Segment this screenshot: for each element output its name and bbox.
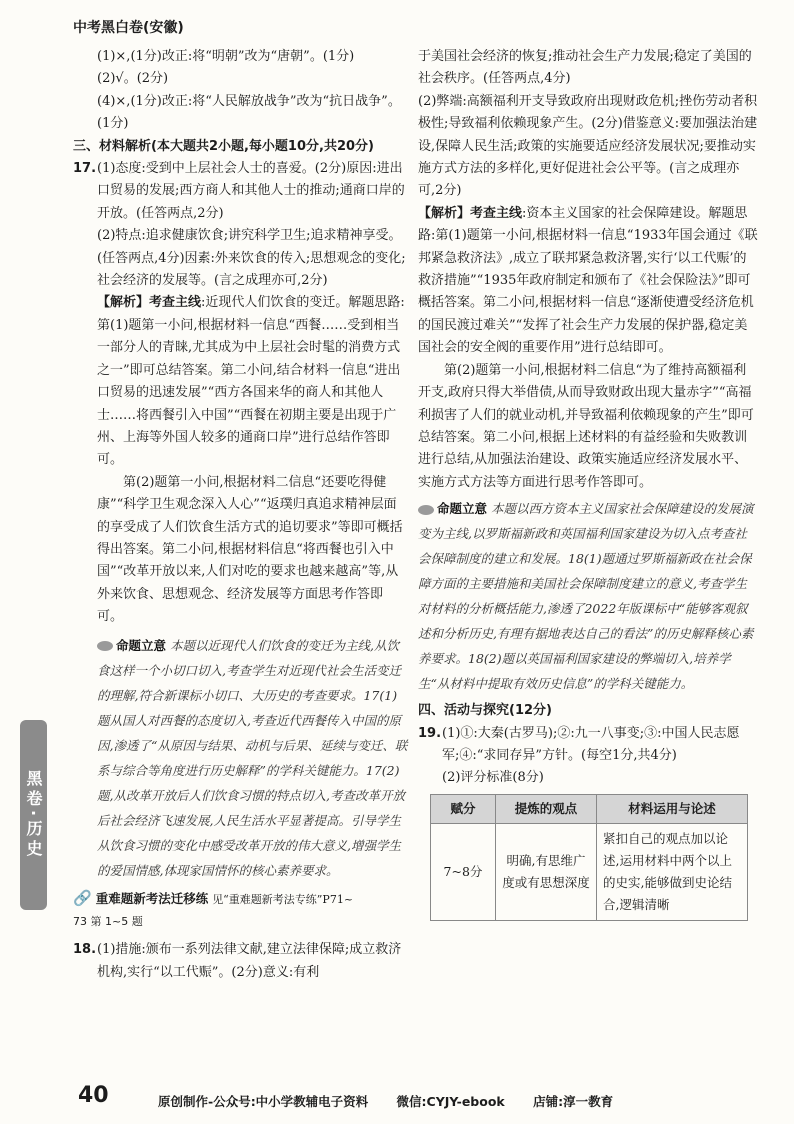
analysis-block bbox=[73, 292, 408, 471]
analysis-line-label: 考查主线 bbox=[470, 205, 523, 221]
analysis-paragraph: 第(2)题第一小问,根据材料二信息“还要吃得健康”“科学卫生观念深入人心”“返璞归真追求精神层面的享受成了人们饮食生活方式的追切要求”等即可概括得出答案。第二小问,根据材料信息“将西餐也引入中国”“改革开放以来,人们对吃的要求也越来越高”等,从外来饮食、思想观念、经济发展等方面思考作答即可。 bbox=[97, 474, 403, 625]
analysis-paragraph: 第(2)题第一小问,根据材料二信息“为了维持高额福利开支,政府只得大举借债,从而导致财政出现大量赤字”“高福利损害了人们的就业动机,并导致福利依赖现象的产生”即可总结答案。第二小问,根据上述材料的有益经验和失败教训进行总结,从加强法治建设、政策实施适应经济发展水平、实施方式方法等方面进行思考作答即可。 bbox=[418, 362, 754, 490]
intent-icon bbox=[97, 641, 113, 651]
rubric-cell: 明确,有思维广度或有思想深度 bbox=[496, 824, 597, 921]
answer-line: (2)弊端:高额福利开支导致政府出现财政危机;挫伤劳动者积极性;导致福利依赖现象产生。(2分)借鉴意义:要加强法治建设,保障人民生活;政策的实施要适应经济发展状况;要推动实施方式方法的多样化,更好促进社会公平等。(言之成理亦可,2分) bbox=[418, 93, 758, 199]
question-19-answer-2: (2)评分标准(8分) bbox=[442, 770, 544, 786]
analysis-tag: 【解析】 bbox=[418, 205, 471, 221]
intent-text: 本题以近现代人们饮食的变迁为主线,从饮食这样一个小切口切入,考查学生对近现代社会生活变迁的理解,符合新课标小切口、大历史的考查要求。17(1)题从国人对西餐的态度切入,考查近代西餐传入中国的原因,渗透了“从原因与结果、动机与后果、延续与变迁、联系与综合等角度进行历史解释”的学科关键能力。17(2)题,从改革开放后人们饮食习惯的特点切入,考查改革开放后社会经济飞速发展,人民生活水平显著提高。引导学生从饮食习惯的变化中感受改革开放的伟大意义,增强学生的爱国情感,体现家国情怀的核心素养要求。 bbox=[97, 637, 408, 878]
analysis-line-label: 考查主线 bbox=[149, 295, 202, 311]
question-19-answer-1 bbox=[418, 723, 758, 768]
intent-text: 本题以西方资本主义国家社会保障建设的发展演变为主线,以罗斯福新政和英国福利国家建设为切入点考查社会保障制度的建立和发展。18(1)题通过罗斯福新政在社会保障方面的主要措施和美国社会保障制度建立的意义,考查学生对材料的分析概括能力,渗透了2022年版课标中“能够客观叙述和分析历史,有理有据地表达自己的看法”的历史解释核心素养要求。18(2)题以英国福利国家建设的弊端切入,培养学生“从材料中提取有效历史信息”的学科关键能力。 bbox=[418, 501, 754, 692]
rubric-header: 提炼的观点 bbox=[496, 794, 597, 823]
analysis-line: :资本主义国家的社会保障建设。 bbox=[522, 205, 709, 221]
practice-reference-tail: 73 第 1~5 题 bbox=[73, 914, 143, 928]
subject-tab: 黑卷·历史 bbox=[20, 720, 47, 910]
section-heading: 三、材料解析(本大题共2小题,每小题10分,共20分) bbox=[73, 138, 374, 154]
intent-block bbox=[418, 496, 758, 696]
practice-link bbox=[73, 887, 408, 911]
page-number: 40 bbox=[78, 1083, 109, 1108]
intent-label: 命题立意 bbox=[437, 501, 488, 517]
rubric-header: 赋分 bbox=[431, 794, 496, 823]
page-footer bbox=[0, 1083, 794, 1118]
rubric-header: 材料运用与论述 bbox=[597, 794, 748, 823]
answer-line: 于美国社会经济的恢复;推动社会生产力发展;稳定了美国的社会秩序。(任答两点,4分) bbox=[418, 49, 752, 87]
answer-text: (1)措施:颁布一系列法律文献,建立法律保障;成立救济机构,实行“以工代赈”。(2分)意义:有利 bbox=[97, 942, 402, 980]
answer-line: (2)√。(2分) bbox=[97, 71, 169, 87]
question-18-answer-1 bbox=[73, 939, 408, 984]
analysis-paragraph: 解题思路:第(1)题第一小问,根据材料一信息“1933年国会通过《联邦紧急救济法》,成立了联邦紧急救济署,实行‘以工代赈’的救济措施”“1935年政府制定和颁布了《社会保险法》”即可概括答案。第二小问,根据材料一信息“逐渐使遭受经济危机的国民渡过难关”“发挥了社会生产力发展的保护器,稳定美国社会的安全阀的重要作用”进行总结即可。 bbox=[418, 205, 758, 356]
answer-text: (1)①:大秦(古罗马);②:九一八事变;③:中国人民志愿军;④:“求同存异”方针。(每空1分,共4分) bbox=[442, 725, 740, 763]
section-heading: 四、活动与探究(12分) bbox=[418, 703, 552, 719]
intent-label: 命题立意 bbox=[116, 637, 167, 653]
analysis-tag: 【解析】 bbox=[97, 295, 150, 311]
question-number: 18. bbox=[73, 942, 97, 958]
rubric-cell: 紧扣自己的观点加以论述,运用材料中两个以上的史实,能够做到史论结合,逻辑清晰 bbox=[597, 824, 748, 921]
answer-text: (1)态度:受到中上层社会人士的喜爱。(2分)原因:进出口贸易的发展;西方商人和其他人士的推动;通商口岸的开放。(任答两点,2分) bbox=[97, 161, 405, 221]
intent-block bbox=[73, 633, 408, 883]
link-icon: 🔗 bbox=[73, 888, 92, 907]
intent-icon bbox=[418, 505, 434, 515]
scoring-rubric-table bbox=[430, 794, 748, 921]
credit-text: 店铺:淳一教育 bbox=[533, 1094, 614, 1109]
question-number: 17. bbox=[73, 161, 97, 177]
question-17-answer-2: (2)特点:追求健康饮食;讲究科学卫生;追求精神享受。(任答两点,4分)因素:外来饮食的传入;思想观念的变化;社会经济的发展等。(言之成理亦可,2分) bbox=[97, 228, 406, 289]
analysis-line: :近现代人们饮食的变迁。 bbox=[201, 295, 349, 311]
analysis-paragraph: 解题思路:第(1)题第一小问,根据材料一信息“西餐……受到相当一部分人的青睐,尤其成为中上层社会时髦的消费方式之一”即可总结答案。第二小问,结合材料一信息“进出口贸易的迅速发展”“西方各国来华的商人和其他人士……将西餐引入中国”“西餐在初期主要是出现于广州、上海等外国人较多的通商口岸”进行总结作答即可。 bbox=[97, 295, 405, 468]
answer-line: (1)×,(1分)改正:将“明朝”改为“唐朝”。(1分) bbox=[97, 49, 355, 64]
practice-reference: 见“重难题新考法专练”P71~ bbox=[212, 892, 354, 906]
credit-text: 微信:CYJY-ebook bbox=[396, 1094, 505, 1109]
analysis-block bbox=[418, 203, 758, 360]
credit-text: 原创制作-公众号:中小学教辅电子资料 bbox=[158, 1094, 369, 1109]
question-17-answer-1 bbox=[73, 158, 408, 225]
left-column bbox=[73, 46, 408, 984]
rubric-cell: 7~8分 bbox=[431, 824, 496, 921]
answer-line: (4)×,(1分)改正:将“人民解放战争”改为“抗日战争”。(1分) bbox=[97, 93, 401, 132]
footer-credits bbox=[158, 1092, 631, 1110]
right-column bbox=[418, 46, 758, 921]
table-row bbox=[431, 824, 748, 921]
running-header: 中考黑白卷(安徽) bbox=[73, 20, 184, 36]
practice-title: 重难题新考法迁移练 bbox=[95, 890, 209, 906]
question-number: 19. bbox=[418, 725, 442, 741]
